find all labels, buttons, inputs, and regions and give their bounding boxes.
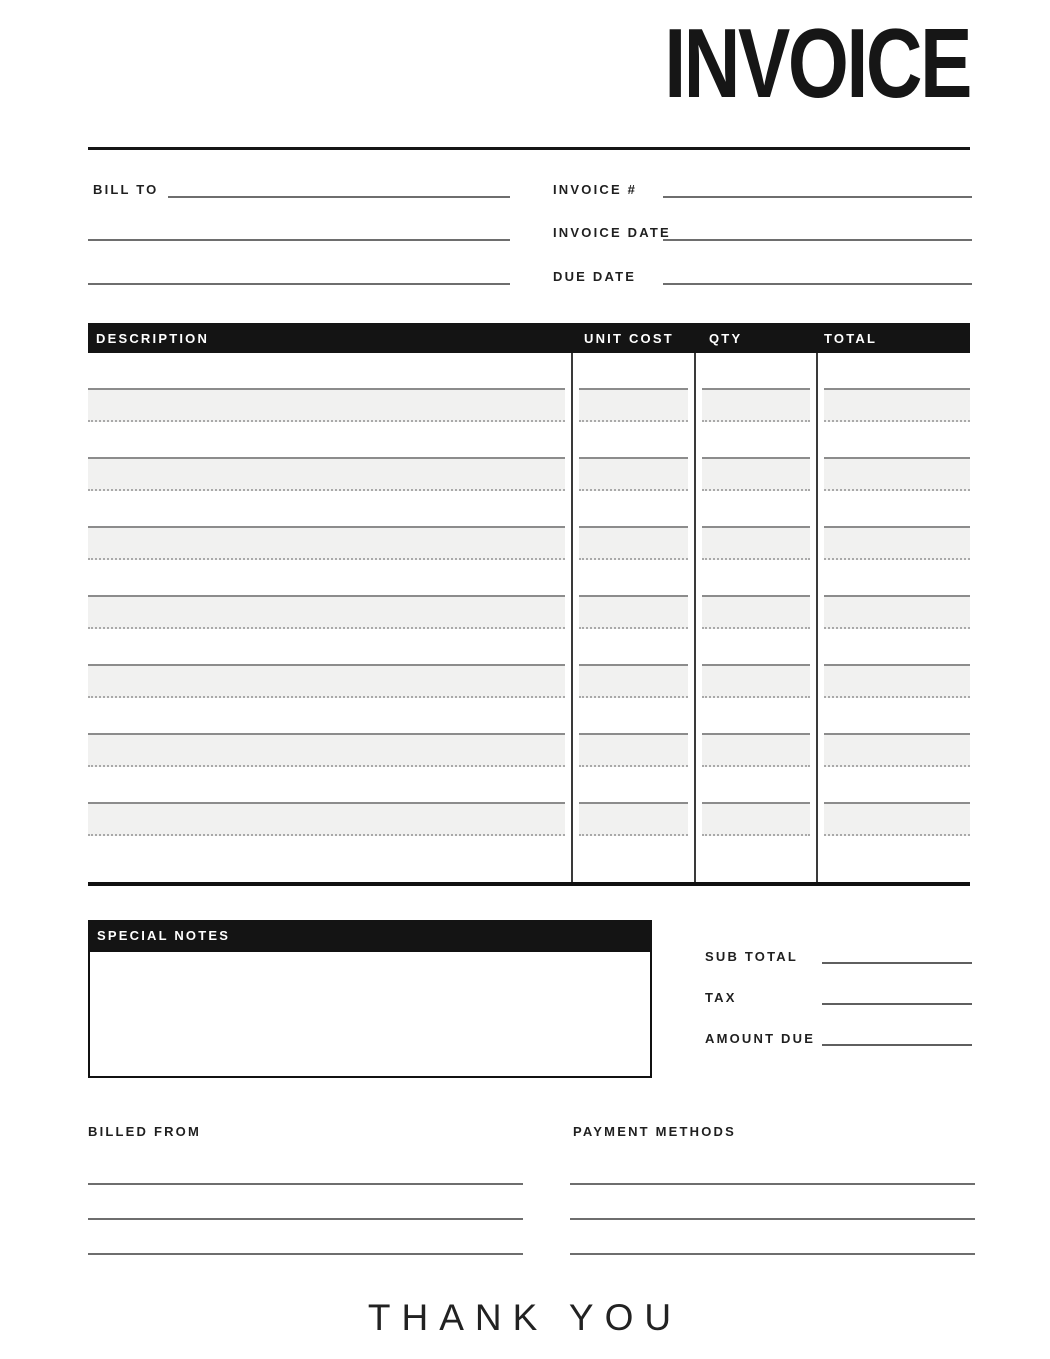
column-header-description: DESCRIPTION [96, 330, 210, 346]
bill-to-line-1[interactable] [168, 180, 510, 198]
invoice-number-label: INVOICE # [553, 182, 638, 197]
due-date-field[interactable] [663, 267, 972, 285]
column-header-total: TOTAL [824, 330, 878, 346]
table-row [88, 422, 970, 491]
item-description-cell[interactable] [88, 629, 572, 664]
item-qty-cell-shaded[interactable] [702, 388, 810, 422]
bill-to-line-3[interactable] [88, 267, 510, 285]
column-header-qty: QTY [709, 330, 743, 346]
payment-methods-label: PAYMENT METHODS [573, 1124, 737, 1139]
item-qty-cell[interactable] [695, 698, 817, 733]
item-total-cell[interactable] [817, 629, 970, 664]
bill-to-label: BILL TO [93, 182, 159, 197]
item-unit-cost-cell-shaded[interactable] [579, 802, 688, 836]
item-description-cell-shaded[interactable] [88, 733, 565, 767]
table-row [88, 767, 970, 836]
table-row [88, 560, 970, 629]
item-description-cell-shaded[interactable] [88, 595, 565, 629]
item-qty-cell-shaded[interactable] [702, 595, 810, 629]
table-row [88, 698, 970, 767]
table-row-shaded-area [88, 595, 970, 629]
item-unit-cost-cell-shaded[interactable] [579, 733, 688, 767]
table-row [88, 353, 970, 422]
payment-methods-line-2[interactable] [570, 1218, 975, 1220]
column-divider [571, 353, 573, 882]
item-description-cell-shaded[interactable] [88, 388, 565, 422]
table-row-entry-area [88, 491, 970, 526]
item-unit-cost-cell-shaded[interactable] [579, 664, 688, 698]
item-unit-cost-cell[interactable] [572, 698, 695, 733]
table-row-entry-area [88, 422, 970, 457]
item-description-cell-shaded[interactable] [88, 457, 565, 491]
item-unit-cost-cell[interactable] [572, 767, 695, 802]
line-items-table [88, 323, 970, 886]
due-date-label: DUE DATE [553, 269, 637, 284]
special-notes-section [88, 920, 652, 1078]
item-unit-cost-cell-shaded[interactable] [579, 457, 688, 491]
table-body [88, 353, 970, 886]
item-unit-cost-cell[interactable] [572, 491, 695, 526]
item-qty-cell-shaded[interactable] [702, 664, 810, 698]
special-notes-input[interactable] [88, 950, 652, 1078]
title-divider-rule [88, 147, 970, 150]
item-qty-cell-shaded[interactable] [702, 526, 810, 560]
item-description-cell[interactable] [88, 422, 572, 457]
tax-label: TAX [705, 990, 737, 1005]
items-rows [88, 353, 970, 836]
amount-due-label: AMOUNT DUE [705, 1031, 816, 1046]
table-row-shaded-area [88, 802, 970, 836]
item-total-cell[interactable] [817, 698, 970, 733]
table-row-shaded-area [88, 733, 970, 767]
invoice-date-field[interactable] [663, 223, 972, 241]
table-row [88, 629, 970, 698]
item-qty-cell[interactable] [695, 767, 817, 802]
item-description-cell-shaded[interactable] [88, 802, 565, 836]
table-row-entry-area [88, 698, 970, 733]
invoice-date-label: INVOICE DATE [553, 225, 671, 240]
special-notes-header: SPECIAL NOTES [88, 920, 652, 950]
column-divider [694, 353, 696, 882]
table-row-shaded-area [88, 526, 970, 560]
item-total-cell-shaded[interactable] [824, 664, 970, 698]
item-qty-cell[interactable] [695, 422, 817, 457]
item-total-cell[interactable] [817, 491, 970, 526]
column-divider [816, 353, 818, 882]
table-row [88, 491, 970, 560]
item-unit-cost-cell[interactable] [572, 560, 695, 595]
item-total-cell[interactable] [817, 353, 970, 388]
item-qty-cell[interactable] [695, 560, 817, 595]
item-description-cell[interactable] [88, 698, 572, 733]
item-qty-cell-shaded[interactable] [702, 802, 810, 836]
item-total-cell[interactable] [817, 767, 970, 802]
item-qty-cell-shaded[interactable] [702, 733, 810, 767]
item-total-cell-shaded[interactable] [824, 595, 970, 629]
payment-methods-line-3[interactable] [570, 1253, 975, 1255]
item-total-cell-shaded[interactable] [824, 802, 970, 836]
payment-methods-line-1[interactable] [570, 1183, 975, 1185]
item-description-cell-shaded[interactable] [88, 526, 565, 560]
table-row-shaded-area [88, 388, 970, 422]
column-header-unit-cost: UNIT COST [584, 330, 674, 346]
billed-from-line-1[interactable] [88, 1183, 523, 1185]
sub-total-field[interactable] [822, 948, 972, 964]
invoice-number-field[interactable] [663, 180, 972, 198]
sub-total-label: SUB TOTAL [705, 949, 798, 964]
billed-from-label: BILLED FROM [88, 1124, 202, 1139]
table-row-shaded-area [88, 457, 970, 491]
item-unit-cost-cell-shaded[interactable] [579, 388, 688, 422]
item-qty-cell[interactable] [695, 629, 817, 664]
table-row-entry-area [88, 767, 970, 802]
item-total-cell[interactable] [817, 422, 970, 457]
item-qty-cell[interactable] [695, 353, 817, 388]
item-unit-cost-cell-shaded[interactable] [579, 595, 688, 629]
item-unit-cost-cell[interactable] [572, 353, 695, 388]
table-row-entry-area [88, 629, 970, 664]
item-description-cell[interactable] [88, 767, 572, 802]
table-header-bar [88, 323, 970, 353]
bill-to-line-2[interactable] [88, 223, 510, 241]
item-total-cell[interactable] [817, 560, 970, 595]
item-total-cell-shaded[interactable] [824, 733, 970, 767]
tax-field[interactable] [822, 989, 972, 1005]
billed-from-line-3[interactable] [88, 1253, 523, 1255]
item-description-cell[interactable] [88, 353, 572, 388]
item-total-cell-shaded[interactable] [824, 388, 970, 422]
item-description-cell[interactable] [88, 491, 572, 526]
item-unit-cost-cell[interactable] [572, 629, 695, 664]
item-description-cell[interactable] [88, 560, 572, 595]
amount-due-field[interactable] [822, 1030, 972, 1046]
table-row-entry-area [88, 560, 970, 595]
page-title: INVOICE [664, 8, 970, 118]
thank-you-message: THANK YOU [367, 1297, 683, 1338]
item-description-cell-shaded[interactable] [88, 664, 565, 698]
item-unit-cost-cell[interactable] [572, 422, 695, 457]
item-total-cell-shaded[interactable] [824, 457, 970, 491]
item-total-cell-shaded[interactable] [824, 526, 970, 560]
item-unit-cost-cell-shaded[interactable] [579, 526, 688, 560]
table-row-entry-area [88, 353, 970, 388]
item-qty-cell-shaded[interactable] [702, 457, 810, 491]
billed-from-line-2[interactable] [88, 1218, 523, 1220]
table-row-shaded-area [88, 664, 970, 698]
item-qty-cell[interactable] [695, 491, 817, 526]
